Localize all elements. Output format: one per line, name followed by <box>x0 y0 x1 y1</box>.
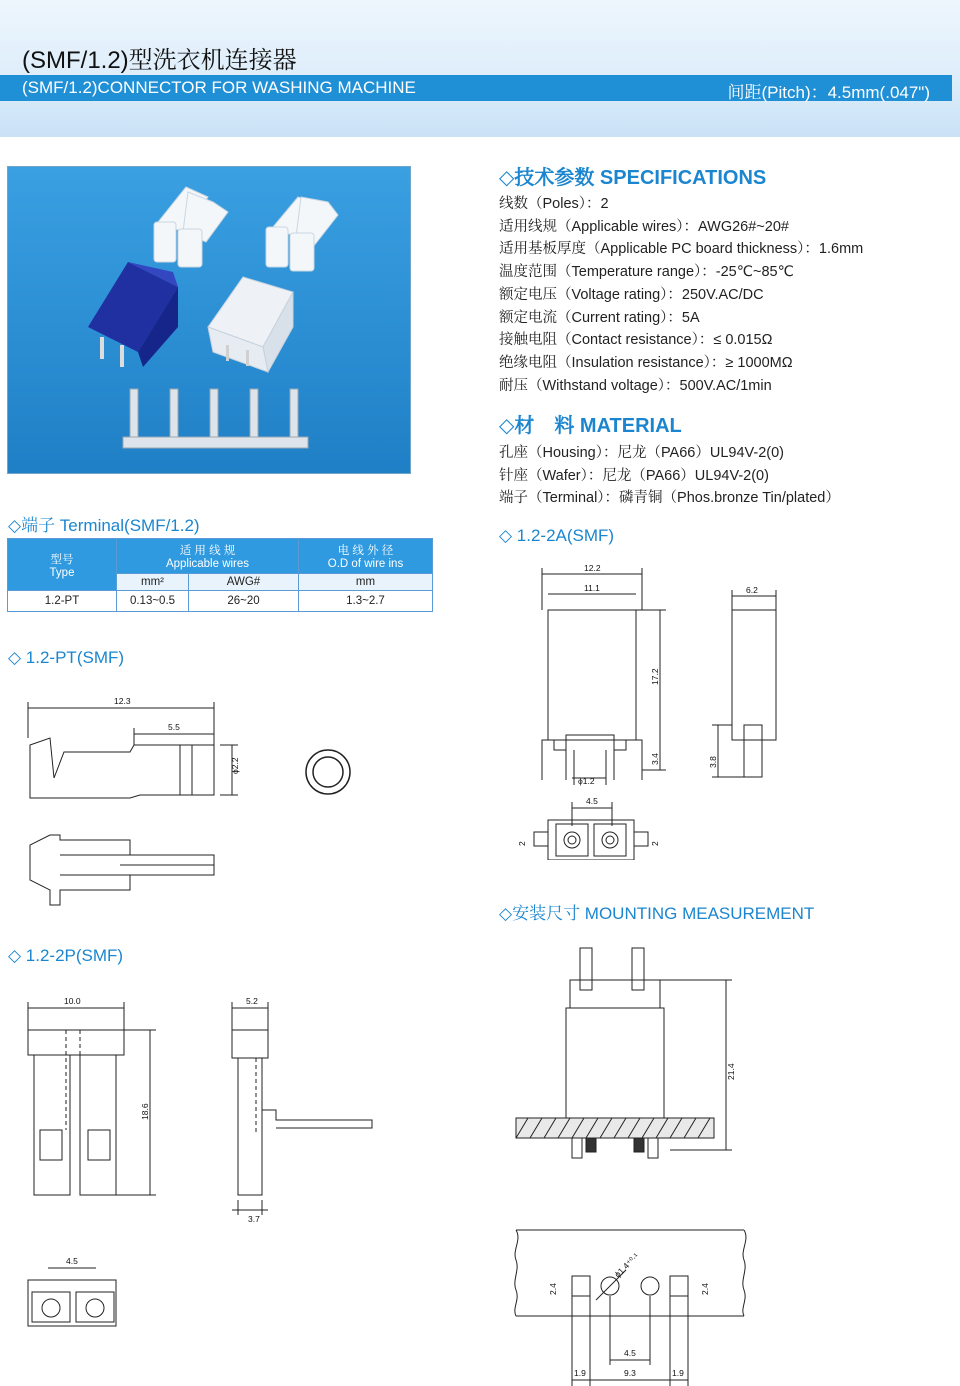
material-heading: ◇材 料 MATERIAL <box>499 415 682 437</box>
dim-p2-37: 3.7 <box>248 1214 260 1224</box>
dim-a2-122: 12.2 <box>584 563 601 573</box>
spec-poles: 线数（Poles）：2 <box>499 196 609 212</box>
a2-heading: ◇ 1.2-2A(SMF) <box>499 526 615 545</box>
dim-mount-24a: 2.4 <box>548 1283 558 1295</box>
dim-a2-172: 17.2 <box>650 668 660 685</box>
terminal-table <box>7 538 433 612</box>
dim-mount-phi: ϕ1.4⁺⁰·¹ <box>612 1251 641 1280</box>
col-od-header <box>299 539 433 574</box>
terminal-heading: ◇端子 Terminal(SMF/1.2) <box>8 516 200 535</box>
pitch-label: 间距(Pitch)：4.5mm(.047") <box>727 83 930 102</box>
mount-heading: ◇安装尺寸 MOUNTING MEASUREMENT <box>499 904 815 923</box>
spec-insulation: 绝缘电阻（Insulation resistance）：≥ 1000MΩ <box>499 354 793 371</box>
dim-a2-2a: 2 <box>517 841 527 846</box>
title-band <box>0 75 952 101</box>
dim-p2-45: 4.5 <box>66 1256 78 1266</box>
dim-mount-45: 4.5 <box>624 1348 636 1358</box>
p2-heading: ◇ 1.2-2P(SMF) <box>8 946 124 965</box>
page-title: (SMF/1.2)型洗衣机连接器 <box>22 47 297 74</box>
dim-a2-111: 11.1 <box>584 583 600 593</box>
terminal-table-wrap <box>7 538 433 612</box>
dim-a2-62: 6.2 <box>746 585 758 595</box>
table-row <box>8 591 433 612</box>
col-type-cn: 型号 <box>50 553 74 566</box>
dim-a2-45: 4.5 <box>586 796 598 806</box>
dim-a2-2b: 2 <box>650 841 660 846</box>
dim-pt-diameter: ϕ2.2 <box>230 757 240 774</box>
sub-mm2: mm² <box>117 574 189 591</box>
col-wires-en: Applicable wires <box>165 558 250 570</box>
col-od-cn: 电 线 外 径 <box>337 545 394 557</box>
product-photo-illustration <box>8 167 411 474</box>
cell-od: 1.3~2.7 <box>299 591 433 612</box>
cell-type: 1.2-PT <box>8 591 117 612</box>
p2-drawing <box>20 990 390 1340</box>
dim-mount-19b: 1.9 <box>672 1368 684 1378</box>
pt-heading: ◇ 1.2-PT(SMF) <box>8 648 125 667</box>
a2-drawing <box>510 560 810 860</box>
page-subtitle: (SMF/1.2)CONNECTOR FOR WASHING MACHINE <box>22 78 416 97</box>
spec-board: 适用基板厚度（Applicable PC board thickness）：1.6mm <box>499 241 864 258</box>
spec-temperature: 温度范围（Temperature range）：-25℃~85℃ <box>499 264 794 281</box>
header-banner <box>0 0 960 137</box>
dim-mount-93: 9.3 <box>624 1368 636 1378</box>
col-wires-cn: 适 用 线 规 <box>179 545 236 557</box>
product-photo <box>7 166 411 474</box>
material-wafer: 针座（Wafer）：尼龙（PA66）UL94V-2(0) <box>499 467 769 484</box>
material-housing: 孔座（Housing）：尼龙（PA66）UL94V-2(0) <box>499 445 784 461</box>
col-od-en: O.D of wire ins <box>327 558 404 570</box>
cell-mm2: 0.13~0.5 <box>117 591 189 612</box>
dim-a2-38: 3.8 <box>708 756 718 768</box>
dim-a2-phi12: ϕ1.2 <box>578 776 595 786</box>
spec-voltage: 额定电压（Voltage rating）：250V.AC/DC <box>499 286 764 303</box>
sub-awg: AWG# <box>189 574 299 591</box>
material-terminal: 端子（Terminal）：磷青铜（Phos.bronze Tin/plated） <box>499 490 840 507</box>
dim-pt-55: 5.5 <box>168 722 180 732</box>
col-type-header <box>8 539 117 591</box>
specifications-heading: ◇技术参数 SPECIFICATIONS <box>499 167 767 189</box>
dim-p2-52: 5.2 <box>246 996 258 1006</box>
mount-drawing <box>510 940 755 1386</box>
dim-pt-length: 12.3 <box>114 696 131 706</box>
dim-mount-19a: 1.9 <box>574 1368 586 1378</box>
dim-mount-214: 21.4 <box>726 1063 736 1080</box>
cell-awg: 26~20 <box>189 591 299 612</box>
dim-mount-24b: 2.4 <box>700 1283 710 1295</box>
specifications-list <box>499 193 863 397</box>
spec-wires: 适用线规（Applicable wires）：AWG26#~20# <box>499 218 789 235</box>
material-list <box>499 442 840 510</box>
spec-withstand: 耐压（Withstand voltage）：500V.AC/1min <box>499 377 772 394</box>
spec-current: 额定电流（Current rating）：5A <box>499 309 700 326</box>
dim-a2-34: 3.4 <box>650 753 660 765</box>
col-type-en: Type <box>49 566 75 579</box>
pt-drawing <box>20 690 370 910</box>
spec-contact-resistance: 接触电阻（Contact resistance）：≤ 0.015Ω <box>499 332 773 349</box>
sub-mm: mm <box>299 574 433 591</box>
col-wires-header <box>117 539 299 574</box>
dim-p2-width: 10.0 <box>64 996 81 1006</box>
dim-p2-height: 18.6 <box>140 1103 150 1120</box>
